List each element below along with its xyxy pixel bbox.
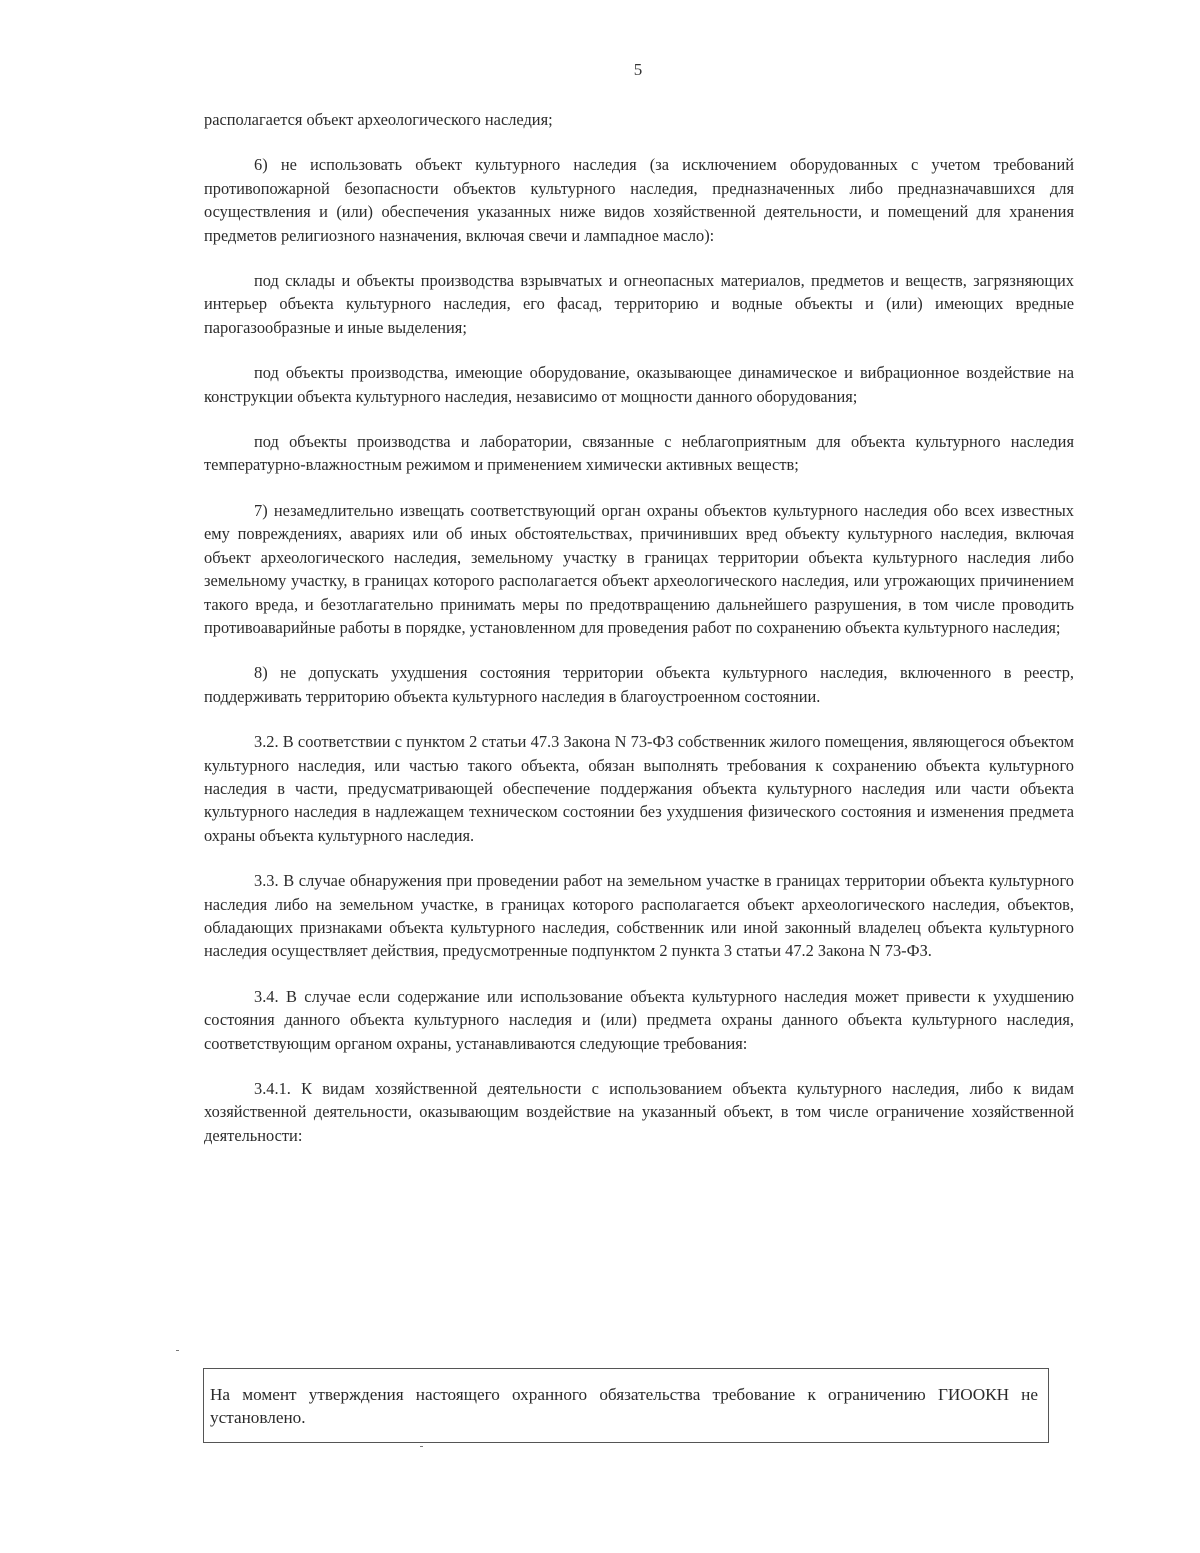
paragraph-3-4: 3.4. В случае если содержание или использование объекта культурного наследия может привести к ухудшению состояния данного объекта культурного наследия и (или) предмета охраны данного объекта культурного наследия, соответствующим органом охраны, устанавливаются следующие требования: bbox=[204, 986, 1074, 1053]
notice-text: На момент утверждения настоящего охранного обязательства требование к ограничению ГИООКН не установлено. bbox=[210, 1385, 1038, 1428]
scan-artifact bbox=[176, 1350, 179, 1351]
paragraph-3-2: 3.2. В соответствии с пунктом 2 статьи 47.3 Закона N 73-ФЗ собственник жилого помещения, являющегося объектом культурного наследия, или частью такого объекта, обязан выполнять требования к сохранению объекта культурного наследия в части, предусматривающей обеспечение поддержания объекта культурного наследия или части объекта культурного наследия в надлежащем техническом состоянии без ухудшения физического состояния и изменения предмета охраны объекта культурного наследия. bbox=[204, 732, 1074, 845]
scan-artifact bbox=[420, 1446, 423, 1447]
notice-box bbox=[203, 1368, 1049, 1443]
document-body bbox=[204, 108, 1074, 1169]
paragraph-item-6: 6) не использовать объект культурного наследия (за исключением оборудованных с учетом требований противопожарной безопасности объектов культурного наследия, предназначенных либо предназначавшихся для осуществления и (или) обеспечения указанных ниже видов хозяйственной деятельности, и помещений для хранения предметов религиозного назначения, включая свечи и лампадное масло): bbox=[204, 155, 1074, 245]
paragraph-item-7: 7) незамедлительно извещать соответствующий орган охраны объектов культурного наследия обо всех известных ему повреждениях, авариях или об иных обстоятельствах, причинивших вред объекту культурного наследия, включая объект археологического наследия, земельному участку в границах территории объекта культурного наследия либо земельному участку, в границах которого располагается объект археологического наследия, или угрожающих причинением такого вреда, и безотлагательно принимать меры по предотвращению дальнейшего разрушения, в том числе проводить противоаварийные работы в порядке, установленном для проведения работ по сохранению объекта культурного наследия; bbox=[204, 500, 1074, 637]
paragraph-sub-laboratories: под объекты производства и лаборатории, связанные с неблагоприятным для объекта культурного наследия температурно-влажностным режимом и применением химически активных веществ; bbox=[204, 432, 1074, 475]
page-number: 5 bbox=[633, 60, 643, 79]
paragraph-continuation: располагается объект археологического наследия; bbox=[204, 110, 553, 129]
paragraph-sub-production-equipment: под объекты производства, имеющие оборудование, оказывающее динамическое и вибрационное воздействие на конструкции объекта культурного наследия, независимо от мощности данного оборудования; bbox=[204, 363, 1074, 406]
paragraph-sub-warehouses: под склады и объекты производства взрывчатых и огнеопасных материалов, предметов и веществ, загрязняющих интерьер объекта культурного наследия, его фасад, территорию и водные объекты и (или) имеющих вредные парогазообразные и иные выделения; bbox=[204, 271, 1074, 337]
paragraph-item-8: 8) не допускать ухудшения состояния территории объекта культурного наследия, включенного в реестр, поддерживать территорию объекта культурного наследия в благоустроенном состоянии. bbox=[204, 663, 1074, 706]
paragraph-3-4-1: 3.4.1. К видам хозяйственной деятельности с использованием объекта культурного наследия, либо к видам хозяйственной деятельности, оказывающим воздействие на указанный объект, в том числе ограничение хозяйственной деятельности: bbox=[204, 1079, 1074, 1145]
paragraph-3-3: 3.3. В случае обнаружения при проведении работ на земельном участке в границах территории объекта культурного наследия либо на земельном участке, в границах которого располагается объект археологического наследия, объектов, обладающих признаками объекта культурного наследия, собственник или иной законный владелец объекта культурного наследия осуществляет действия, предусмотренные подпунктом 2 пункта 3 статьи 47.2 Закона N 73-ФЗ. bbox=[204, 871, 1074, 961]
